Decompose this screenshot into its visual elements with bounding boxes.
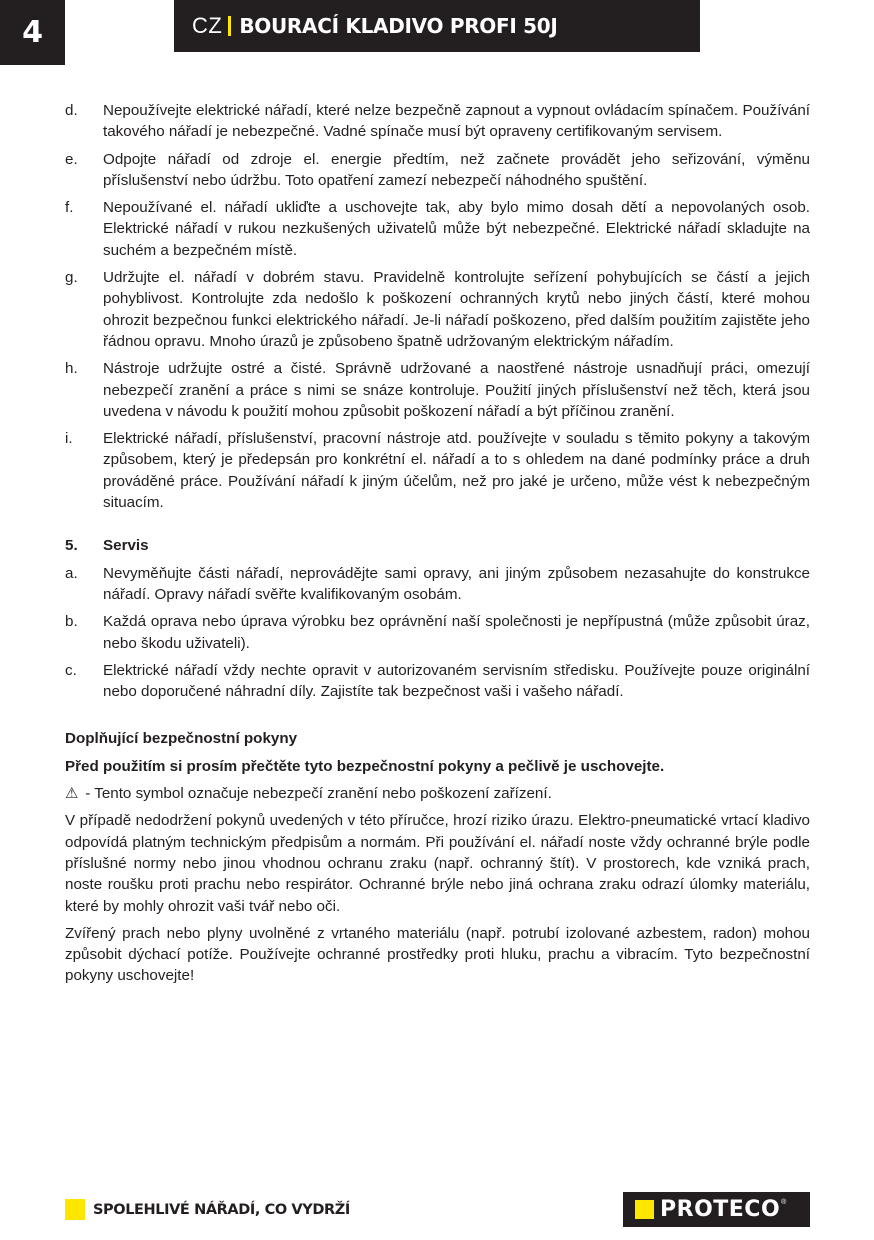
footer-yellow-square (65, 1199, 85, 1220)
section-title: Servis (103, 537, 149, 555)
list-marker: d. (65, 102, 78, 119)
read-instructions-notice: Před použitím si prosím přečtěte tyto bezpečnostní pokyny a pečlivě je uschovejte. (65, 757, 665, 775)
page-number: 4 (0, 0, 65, 65)
list-text: Elektrické nářadí, příslušenství, pracovní nástroje atd. používejte v souladu s těmito pokyny a takovým způsobem, který je předepsán pro konkrétní el. nářadí a to s ohledem na dané podmínky práce a druh prováděné práce. Používání nářadí k jiným účelům, než pro jaké je určeno, může vést k nebezpečným situacím. (103, 430, 810, 512)
list-text: Udržujte el. nářadí v dobrém stavu. Pravidelně kontrolujte seřízení pohybujících se částí a jejich pohyblivost. Kontrolujte zda nedošlo k poškození ochranných krytů nebo jiných částí, které mohou ohrozit bezpečnou funkci elektrického nářadí. Je-li nářadí poškozeno, před dalším použitím zajistěte jeho řádnou opravu. Mnoho úrazů je způsobeno špatně udržovaným elektrickým nářadím. (103, 269, 810, 350)
manual-content (65, 100, 810, 993)
list-text: Nástroje udržujte ostré a čisté. Správně udržované a naostřené nástroje usnadňují práci, omezují nebezpečí zranění a práce s nimi se snáze kontroluje. Použití jiných příslušenství než těch, která jsou uvedena v návodu k použití mohou způsobit poškození nářadí a být příčinou zranění. (103, 360, 810, 420)
list-marker: f. (65, 199, 74, 217)
warning-symbol-legend (65, 783, 810, 804)
list-item-f (65, 197, 810, 261)
logo-yellow-square-icon (635, 1200, 654, 1219)
list-marker: c. (65, 661, 77, 679)
list-marker: h. (65, 360, 78, 378)
title-separator (228, 16, 231, 36)
list-text: Nepoužívejte elektrické nářadí, které nelze bezpečně zapnout a vypnout ovládacím spínačem. Používání takového nářadí je nebezpečné. Vadné spínače musí být opraveny certifikovaným servisem. (103, 102, 810, 141)
list-item-h (65, 358, 810, 422)
footer-tagline: SPOLEHLIVÉ NÁŘADÍ, CO VYDRŽÍ (93, 1202, 350, 1218)
section-heading-servis (65, 535, 810, 556)
list-text: Každá oprava nebo úprava výrobku bez oprávnění naší společnosti je nepřípustná (může způsobit úraz, nebo škodu uživateli). (103, 613, 810, 652)
additional-safety-heading: Doplňující bezpečnostní pokyny (65, 730, 298, 748)
list-marker: i. (65, 430, 73, 448)
list-item-c (65, 660, 810, 703)
document-title-bar (174, 0, 700, 52)
list-item-e (65, 149, 810, 192)
language-code: CZ (192, 13, 223, 38)
safety-paragraph: V případě nedodržení pokynů uvedených v této příručce, hrozí riziko úrazu. Elektro-pneumatické vrtací kladivo odpovídá platným technickým předpisům a normám. Při používání el. nářadí noste vždy ochranné brýle podle příslušné normy nebo jinou vhodnou ochranu zraku (např. ochranný štít). V prostorech, kde vzniká prach, noste roušku proti prachu nebo respirátor. Ochranné brýle nebo jiná ochrana zraku odrazí úlomky materiálu, které by mohly ohrozit vaši tvář nebo oči. (65, 812, 810, 915)
list-item-a (65, 563, 810, 606)
warning-triangle-icon: ⚠ (65, 785, 79, 803)
logo-brand-text: PROTECO (660, 1197, 781, 1222)
list-marker: b. (65, 613, 78, 631)
list-text: Nepoužívané el. nářadí ukliďte a uschovejte tak, aby bylo mimo dosah dětí a nepovolaných osob. Elektrické nářadí v rukou nezkušených uživatelů může být nebezpečné. Elektrické nářadí skladujte na suchém a bezpečném místě. (103, 199, 810, 259)
list-item-d (65, 100, 810, 143)
section-number: 5. (65, 537, 78, 555)
warning-legend-text: - Tento symbol označuje nebezpečí zranění nebo poškození zařízení. (81, 785, 552, 803)
product-title: BOURACÍ KLADIVO PROFI 50J (239, 14, 558, 38)
list-marker: g. (65, 269, 78, 287)
list-marker: e. (65, 150, 78, 168)
list-item-b (65, 611, 810, 654)
list-marker: a. (65, 564, 78, 582)
proteco-logo (623, 1192, 810, 1227)
registered-mark-icon: ® (781, 1199, 787, 1206)
list-item-i (65, 428, 810, 513)
list-text: Nevyměňujte části nářadí, neprovádějte sami opravy, ani jiným způsobem nezasahujte do konstrukce nářadí. Opravy nářadí svěřte kvalifikovaným osobám. (103, 564, 810, 603)
list-text: Elektrické nářadí vždy nechte opravit v autorizovaném servisním středisku. Používejte pouze originální nebo doporučené náhradní díly. Zajistíte tak bezpečnost vaši i vašeho nářadí. (103, 661, 810, 701)
list-text: Odpojte nářadí od zdroje el. energie předtím, než začnete provádět jeho seřizování, výměnu příslušenství nebo údržbu. Toto opatření zamezí nebezpečí náhodného spuštění. (103, 150, 810, 189)
safety-paragraph: Zvířený prach nebo plyny uvolněné z vrtaného materiálu (např. potrubí izolované azbestem, radon) mohou způsobit dýchací potíže. Používejte ochranné prostředky proti hluku, prachu a vibracím. Tyto bezpečnostní pokyny uschovejte! (65, 924, 810, 985)
list-item-g (65, 267, 810, 352)
